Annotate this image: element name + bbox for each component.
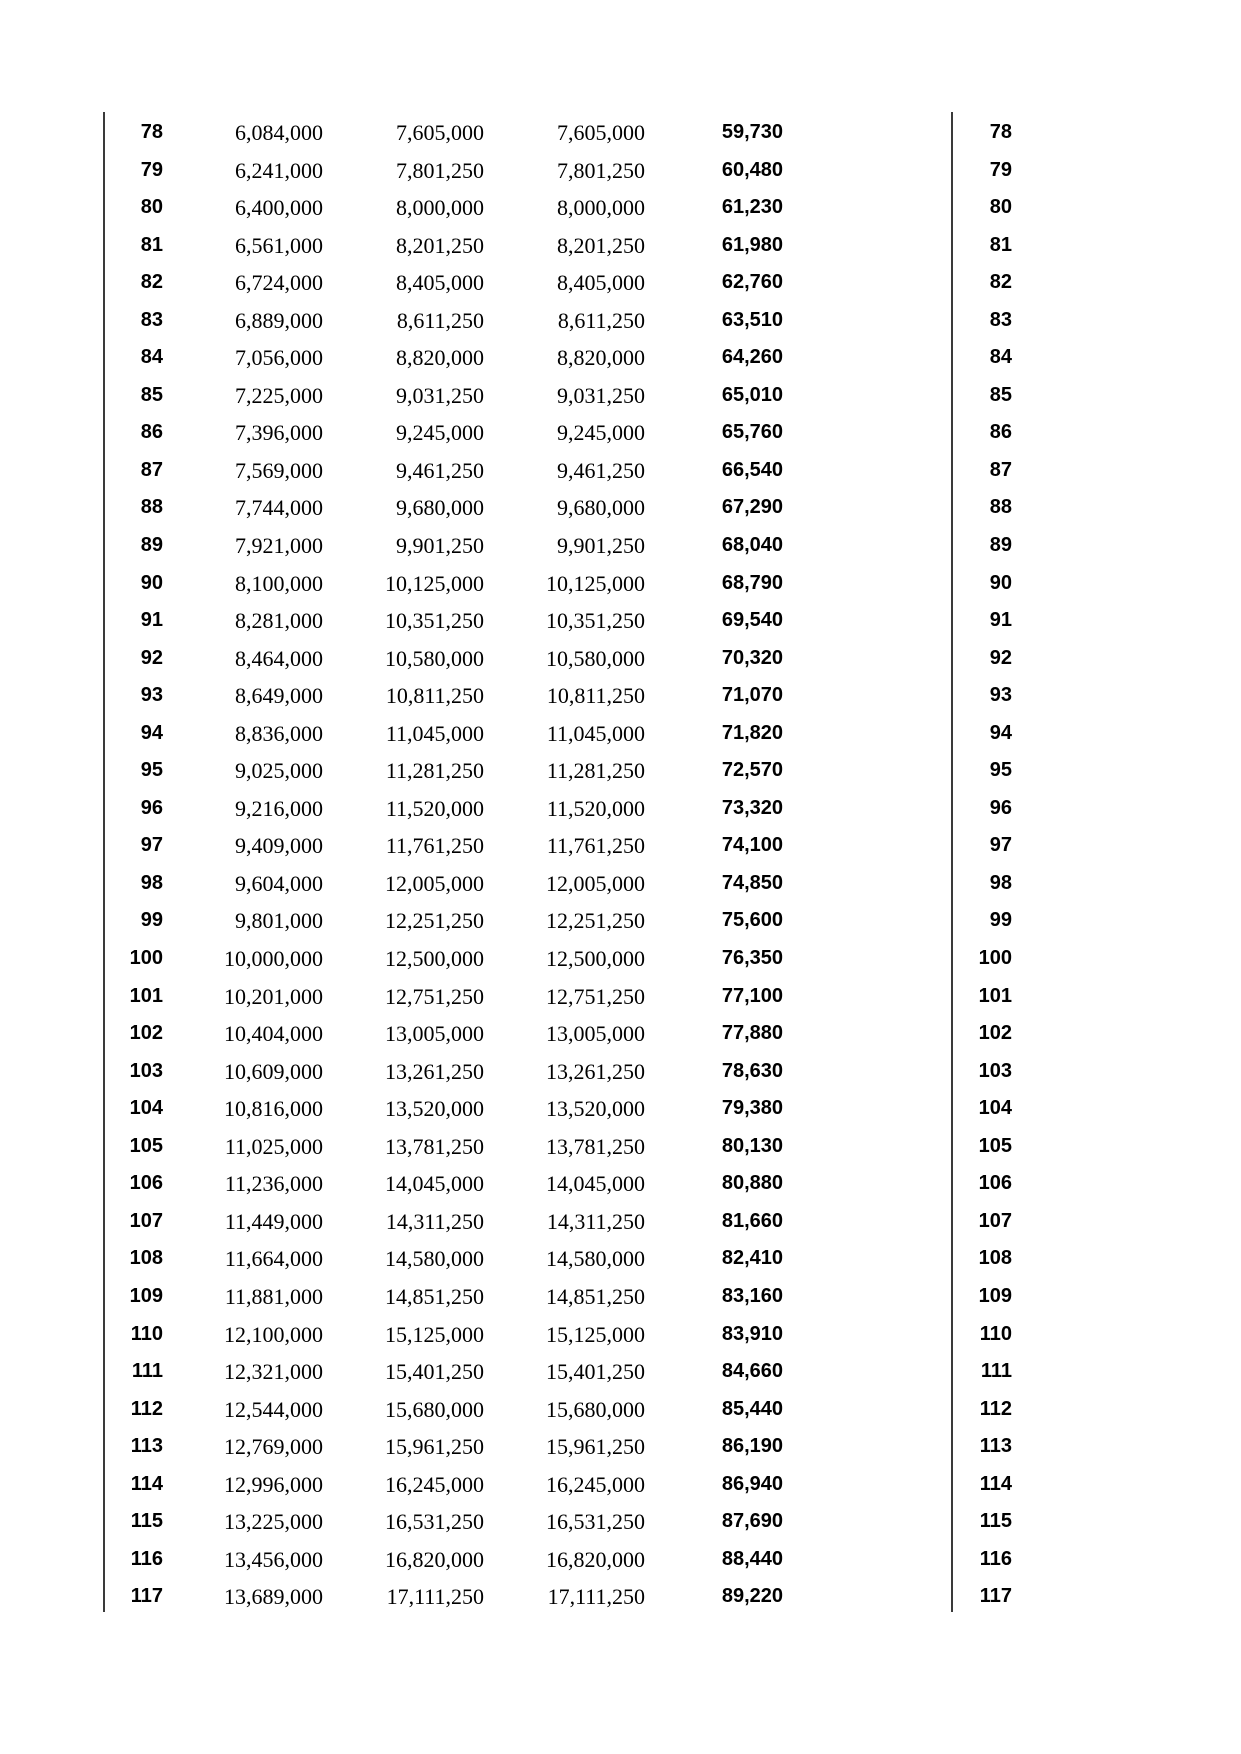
- table-row: [0, 1541, 1241, 1579]
- value-col-4-bold: 89,220: [721, 1585, 783, 1608]
- row-number-right: 109: [978, 1284, 1012, 1307]
- value-col-1: 12,769,000: [224, 1434, 323, 1460]
- value-col-4-bold: 68,790: [721, 571, 783, 594]
- data-table: [0, 114, 1241, 1616]
- value-col-4-bold: 69,540: [721, 609, 783, 632]
- row-number-right: 83: [989, 308, 1012, 331]
- value-col-4-bold: 72,570: [721, 759, 783, 782]
- value-col-1: 8,100,000: [235, 570, 323, 596]
- value-col-3: 11,045,000: [546, 720, 645, 746]
- table-row: [0, 1278, 1241, 1316]
- row-number: 87: [140, 458, 163, 481]
- value-col-2: 10,351,250: [385, 608, 484, 634]
- value-col-1: 6,724,000: [235, 270, 323, 296]
- value-col-2: 7,605,000: [396, 120, 484, 145]
- table-row: [0, 790, 1241, 828]
- row-number-right: 102: [978, 1022, 1012, 1045]
- value-col-2: 8,405,000: [396, 270, 484, 296]
- value-col-4-bold: 80,130: [721, 1134, 783, 1157]
- table-row: [0, 489, 1241, 527]
- value-col-1: 7,921,000: [235, 533, 323, 559]
- row-number: 102: [129, 1022, 163, 1045]
- value-col-1: 7,569,000: [235, 457, 323, 483]
- value-col-1: 6,561,000: [235, 232, 323, 258]
- value-col-1: 9,604,000: [235, 870, 323, 896]
- row-number: 81: [140, 233, 163, 256]
- value-col-3: 8,201,250: [557, 232, 645, 258]
- value-col-2: 15,401,250: [385, 1359, 484, 1385]
- table-row: [0, 1015, 1241, 1053]
- value-col-4-bold: 67,290: [721, 496, 783, 519]
- row-number-right: 80: [989, 196, 1012, 219]
- value-col-2: 15,680,000: [385, 1396, 484, 1422]
- value-col-3: 8,611,250: [557, 307, 645, 333]
- row-number: 116: [130, 1547, 163, 1570]
- value-col-1: 12,321,000: [224, 1359, 323, 1385]
- value-col-1: 13,456,000: [224, 1546, 323, 1572]
- value-col-2: 12,751,250: [385, 983, 484, 1009]
- value-col-3: 15,125,000: [546, 1321, 645, 1347]
- value-col-3: 13,781,250: [546, 1133, 645, 1159]
- table-row: [0, 602, 1241, 640]
- value-col-1: 11,664,000: [224, 1246, 323, 1272]
- row-number-right: 100: [978, 947, 1012, 970]
- value-col-4-bold: 83,910: [721, 1322, 783, 1345]
- value-col-2: 11,045,000: [385, 720, 484, 746]
- row-number-right: 81: [989, 233, 1012, 256]
- row-number: 113: [130, 1435, 163, 1458]
- value-col-2: 15,961,250: [385, 1434, 484, 1460]
- value-col-3: 13,005,000: [546, 1021, 645, 1047]
- value-col-3: 12,500,000: [546, 946, 645, 972]
- table-row: [0, 1466, 1241, 1504]
- row-number: 89: [140, 534, 163, 557]
- table-row: [0, 302, 1241, 340]
- table-row: [0, 1503, 1241, 1541]
- value-col-1: 11,881,000: [224, 1283, 323, 1309]
- value-col-4-bold: 79,380: [721, 1097, 783, 1120]
- value-col-2: 16,531,250: [385, 1509, 484, 1535]
- row-number-right: 111: [980, 1360, 1012, 1383]
- value-col-2: 14,851,250: [385, 1283, 484, 1309]
- row-number: 109: [129, 1284, 163, 1307]
- value-col-1: 6,400,000: [235, 195, 323, 221]
- table-row: [0, 189, 1241, 227]
- row-number-right: 90: [989, 571, 1012, 594]
- value-col-3: 9,461,250: [557, 457, 645, 483]
- row-number: 103: [129, 1059, 163, 1082]
- row-number-right: 112: [979, 1397, 1012, 1420]
- value-col-4-bold: 86,940: [721, 1472, 783, 1495]
- value-col-2: 10,580,000: [385, 645, 484, 671]
- row-number: 97: [140, 834, 163, 857]
- value-col-3: 8,820,000: [557, 345, 645, 371]
- value-col-1: 12,100,000: [224, 1321, 323, 1347]
- value-col-1: 13,689,000: [224, 1584, 323, 1610]
- row-number-right: 89: [989, 534, 1012, 557]
- value-col-2: 16,245,000: [385, 1471, 484, 1497]
- value-col-1: 6,889,000: [235, 307, 323, 333]
- row-number: 84: [140, 346, 163, 369]
- value-col-1: 11,236,000: [224, 1171, 323, 1197]
- value-col-4-bold: 65,760: [721, 421, 783, 444]
- value-col-1: 11,449,000: [224, 1208, 323, 1234]
- value-col-4-bold: 62,760: [721, 271, 783, 294]
- value-col-2: 7,801,250: [396, 157, 484, 183]
- value-col-2: 10,811,250: [385, 683, 484, 709]
- value-col-3: 7,605,000: [557, 120, 645, 145]
- value-col-4-bold: 78,630: [721, 1059, 783, 1082]
- row-number-right: 104: [978, 1097, 1012, 1120]
- row-number: 95: [140, 759, 163, 782]
- value-col-2: 14,311,250: [385, 1208, 484, 1234]
- value-col-2: 13,005,000: [385, 1021, 484, 1047]
- row-number-right: 91: [989, 609, 1012, 632]
- table-row: [0, 865, 1241, 903]
- value-col-2: 8,201,250: [396, 232, 484, 258]
- value-col-2: 11,520,000: [385, 795, 484, 821]
- table-row: [0, 377, 1241, 415]
- table-row: [0, 339, 1241, 377]
- table-row: [0, 114, 1241, 152]
- row-number-right: 105: [978, 1134, 1012, 1157]
- value-col-1: 10,404,000: [224, 1021, 323, 1047]
- row-number-right: 78: [989, 121, 1012, 143]
- value-col-4-bold: 68,040: [721, 534, 783, 557]
- value-col-2: 16,820,000: [385, 1546, 484, 1572]
- table-row: [0, 414, 1241, 452]
- value-col-3: 12,251,250: [546, 908, 645, 934]
- row-number-right: 106: [978, 1172, 1012, 1195]
- value-col-2: 12,005,000: [385, 870, 484, 896]
- value-col-1: 8,281,000: [235, 608, 323, 634]
- value-col-2: 8,820,000: [396, 345, 484, 371]
- value-col-1: 12,544,000: [224, 1396, 323, 1422]
- value-col-2: 8,611,250: [396, 307, 484, 333]
- value-col-2: 13,261,250: [385, 1058, 484, 1084]
- table-row: [0, 527, 1241, 565]
- value-col-4-bold: 73,320: [721, 796, 783, 819]
- value-col-4-bold: 71,070: [721, 684, 783, 707]
- value-col-1: 10,609,000: [224, 1058, 323, 1084]
- value-col-3: 16,245,000: [546, 1471, 645, 1497]
- table-row: [0, 1240, 1241, 1278]
- value-col-4-bold: 71,820: [721, 721, 783, 744]
- value-col-4-bold: 61,230: [721, 196, 783, 219]
- value-col-4-bold: 74,100: [721, 834, 783, 857]
- value-col-2: 14,045,000: [385, 1171, 484, 1197]
- value-col-2: 13,781,250: [385, 1133, 484, 1159]
- table-row: [0, 1165, 1241, 1203]
- value-col-1: 8,649,000: [235, 683, 323, 709]
- value-col-3: 11,761,250: [546, 833, 645, 859]
- table-row: [0, 452, 1241, 490]
- value-col-4-bold: 88,440: [721, 1547, 783, 1570]
- row-number: 100: [129, 947, 163, 970]
- value-col-4-bold: 61,980: [721, 233, 783, 256]
- value-col-3: 14,851,250: [546, 1283, 645, 1309]
- value-col-3: 9,245,000: [557, 420, 645, 446]
- row-number-right: 82: [989, 271, 1012, 294]
- value-col-4-bold: 70,320: [721, 646, 783, 669]
- row-number-right: 110: [979, 1322, 1012, 1345]
- row-number: 91: [140, 609, 163, 632]
- row-number: 94: [140, 721, 163, 744]
- table-row: [0, 677, 1241, 715]
- value-col-1: 10,816,000: [224, 1096, 323, 1122]
- value-col-2: 11,761,250: [385, 833, 484, 859]
- row-number-right: 101: [978, 984, 1012, 1007]
- value-col-3: 15,401,250: [546, 1359, 645, 1385]
- value-col-4-bold: 74,850: [721, 871, 783, 894]
- row-number: 112: [130, 1397, 163, 1420]
- row-number: 79: [140, 158, 163, 181]
- value-col-2: 10,125,000: [385, 570, 484, 596]
- value-col-2: 9,245,000: [396, 420, 484, 446]
- value-col-2: 12,500,000: [385, 946, 484, 972]
- value-col-3: 16,531,250: [546, 1509, 645, 1535]
- row-number: 98: [140, 871, 163, 894]
- table-row: [0, 1578, 1241, 1616]
- row-number: 117: [130, 1585, 163, 1608]
- row-number-right: 97: [989, 834, 1012, 857]
- value-col-3: 10,125,000: [546, 570, 645, 596]
- row-number-right: 107: [978, 1209, 1012, 1232]
- row-number-right: 84: [989, 346, 1012, 369]
- table-row: [0, 227, 1241, 265]
- value-col-3: 9,901,250: [557, 533, 645, 559]
- value-col-1: 12,996,000: [224, 1471, 323, 1497]
- value-col-3: 17,111,250: [547, 1584, 645, 1610]
- table-row: [0, 264, 1241, 302]
- value-col-4-bold: 60,480: [721, 158, 783, 181]
- row-number: 111: [131, 1360, 163, 1383]
- row-number: 107: [129, 1209, 163, 1232]
- table-row: [0, 752, 1241, 790]
- row-number: 88: [140, 496, 163, 519]
- row-number-right: 93: [989, 684, 1012, 707]
- value-col-2: 9,901,250: [396, 533, 484, 559]
- value-col-3: 16,820,000: [546, 1546, 645, 1572]
- row-number-right: 103: [978, 1059, 1012, 1082]
- value-col-2: 8,000,000: [396, 195, 484, 221]
- row-number: 92: [140, 646, 163, 669]
- table-row: [0, 1128, 1241, 1166]
- row-number: 83: [140, 308, 163, 331]
- table-row: [0, 640, 1241, 678]
- value-col-1: 8,464,000: [235, 645, 323, 671]
- value-col-3: 8,405,000: [557, 270, 645, 296]
- table-row: [0, 715, 1241, 753]
- row-number-right: 85: [989, 383, 1012, 406]
- value-col-3: 13,261,250: [546, 1058, 645, 1084]
- value-col-3: 10,580,000: [546, 645, 645, 671]
- value-col-3: 9,031,250: [557, 382, 645, 408]
- value-col-3: 9,680,000: [557, 495, 645, 521]
- table-row: [0, 1090, 1241, 1128]
- value-col-1: 7,056,000: [235, 345, 323, 371]
- row-number: 80: [140, 196, 163, 219]
- value-col-2: 15,125,000: [385, 1321, 484, 1347]
- row-number: 96: [140, 796, 163, 819]
- row-number: 78: [140, 121, 163, 143]
- row-number: 104: [129, 1097, 163, 1120]
- value-col-1: 9,216,000: [235, 795, 323, 821]
- value-col-2: 9,031,250: [396, 382, 484, 408]
- value-col-3: 11,520,000: [546, 795, 645, 821]
- value-col-3: 13,520,000: [546, 1096, 645, 1122]
- row-number: 114: [130, 1472, 163, 1495]
- row-number-right: 79: [989, 158, 1012, 181]
- row-number-right: 92: [989, 646, 1012, 669]
- value-col-1: 7,225,000: [235, 382, 323, 408]
- table-row: [0, 1428, 1241, 1466]
- row-number: 110: [130, 1322, 163, 1345]
- row-number: 85: [140, 383, 163, 406]
- row-number-right: 88: [989, 496, 1012, 519]
- table-row: [0, 902, 1241, 940]
- value-col-1: 11,025,000: [224, 1133, 323, 1159]
- value-col-1: 10,201,000: [224, 983, 323, 1009]
- value-col-3: 14,311,250: [546, 1208, 645, 1234]
- row-number: 101: [129, 984, 163, 1007]
- row-number: 93: [140, 684, 163, 707]
- row-number: 108: [129, 1247, 163, 1270]
- row-number: 105: [129, 1134, 163, 1157]
- row-number: 99: [140, 909, 163, 932]
- row-number-right: 86: [989, 421, 1012, 444]
- table-row: [0, 1203, 1241, 1241]
- row-number-right: 116: [979, 1547, 1012, 1570]
- value-col-4-bold: 76,350: [721, 947, 783, 970]
- value-col-4-bold: 84,660: [721, 1360, 783, 1383]
- row-number-right: 115: [979, 1510, 1012, 1533]
- table-row: [0, 565, 1241, 603]
- row-number-right: 87: [989, 458, 1012, 481]
- value-col-2: 12,251,250: [385, 908, 484, 934]
- row-number-right: 113: [979, 1435, 1012, 1458]
- value-col-2: 9,680,000: [396, 495, 484, 521]
- table-row: [0, 1316, 1241, 1354]
- row-number-right: 108: [978, 1247, 1012, 1270]
- value-col-3: 14,580,000: [546, 1246, 645, 1272]
- value-col-1: 7,744,000: [235, 495, 323, 521]
- row-number-right: 96: [989, 796, 1012, 819]
- value-col-1: 7,396,000: [235, 420, 323, 446]
- row-number: 106: [129, 1172, 163, 1195]
- value-col-2: 9,461,250: [396, 457, 484, 483]
- row-number-right: 94: [989, 721, 1012, 744]
- table-row: [0, 827, 1241, 865]
- value-col-1: 9,409,000: [235, 833, 323, 859]
- value-col-4-bold: 75,600: [721, 909, 783, 932]
- value-col-3: 15,961,250: [546, 1434, 645, 1460]
- value-col-4-bold: 80,880: [721, 1172, 783, 1195]
- value-col-4-bold: 87,690: [721, 1510, 783, 1533]
- value-col-2: 14,580,000: [385, 1246, 484, 1272]
- value-col-1: 8,836,000: [235, 720, 323, 746]
- value-col-4-bold: 77,100: [721, 984, 783, 1007]
- value-col-3: 10,811,250: [546, 683, 645, 709]
- value-col-1: 13,225,000: [224, 1509, 323, 1535]
- value-col-3: 11,281,250: [546, 758, 645, 784]
- value-col-4-bold: 83,160: [721, 1284, 783, 1307]
- row-number-right: 95: [989, 759, 1012, 782]
- value-col-3: 12,751,250: [546, 983, 645, 1009]
- value-col-4-bold: 63,510: [721, 308, 783, 331]
- value-col-4-bold: 65,010: [721, 383, 783, 406]
- row-number-right: 99: [989, 909, 1012, 932]
- value-col-3: 10,351,250: [546, 608, 645, 634]
- table-row: [0, 940, 1241, 978]
- table-row: [0, 1391, 1241, 1429]
- value-col-2: 11,281,250: [385, 758, 484, 784]
- value-col-3: 15,680,000: [546, 1396, 645, 1422]
- value-col-1: 9,801,000: [235, 908, 323, 934]
- value-col-4-bold: 86,190: [721, 1435, 783, 1458]
- value-col-1: 6,241,000: [235, 157, 323, 183]
- value-col-2: 17,111,250: [386, 1584, 484, 1610]
- row-number-right: 98: [989, 871, 1012, 894]
- value-col-4-bold: 59,730: [721, 121, 783, 143]
- value-col-4-bold: 85,440: [721, 1397, 783, 1420]
- value-col-2: 13,520,000: [385, 1096, 484, 1122]
- value-col-4-bold: 81,660: [721, 1209, 783, 1232]
- value-col-1: 10,000,000: [224, 946, 323, 972]
- value-col-3: 14,045,000: [546, 1171, 645, 1197]
- value-col-3: 12,005,000: [546, 870, 645, 896]
- row-number: 82: [140, 271, 163, 294]
- row-number-right: 114: [979, 1472, 1012, 1495]
- value-col-4-bold: 82,410: [721, 1247, 783, 1270]
- table-row: [0, 1353, 1241, 1391]
- value-col-1: 6,084,000: [235, 120, 323, 145]
- value-col-4-bold: 66,540: [721, 458, 783, 481]
- table-row: [0, 978, 1241, 1016]
- value-col-4-bold: 64,260: [721, 346, 783, 369]
- value-col-3: 7,801,250: [557, 157, 645, 183]
- row-number: 115: [130, 1510, 163, 1533]
- value-col-3: 8,000,000: [557, 195, 645, 221]
- row-number-right: 117: [979, 1585, 1012, 1608]
- value-col-4-bold: 77,880: [721, 1022, 783, 1045]
- row-number: 90: [140, 571, 163, 594]
- row-number: 86: [140, 421, 163, 444]
- value-col-1: 9,025,000: [235, 758, 323, 784]
- table-row: [0, 1053, 1241, 1091]
- table-row: [0, 152, 1241, 190]
